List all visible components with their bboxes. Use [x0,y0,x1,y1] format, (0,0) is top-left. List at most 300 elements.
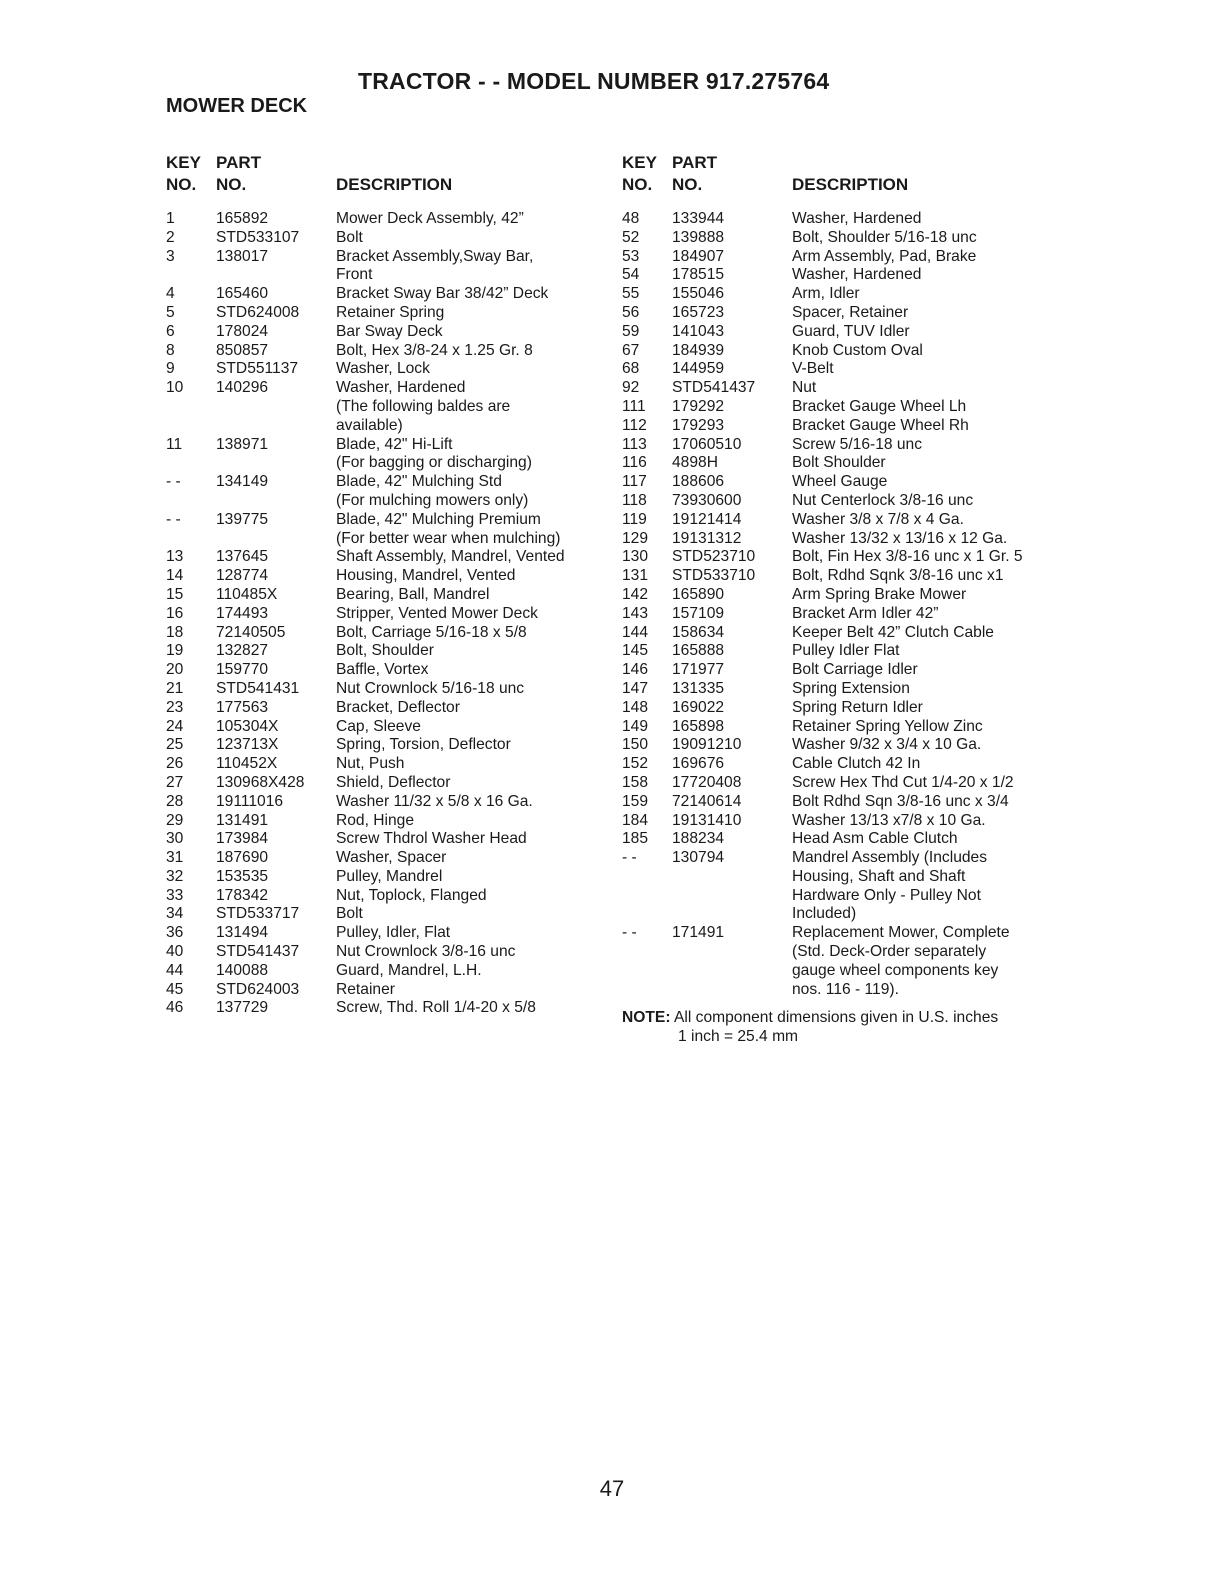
part-no: 73930600 [672,491,742,509]
section-title: MOWER DECK [166,95,308,117]
part-description: Retainer Spring [336,303,445,321]
key-no: 144 [622,623,649,641]
part-description: Cap, Sleeve [336,717,421,735]
key-no: 117 [622,473,647,491]
part-description: Wheel Gauge [792,473,888,491]
part-no: 130794 [672,849,725,867]
key-no: 67 [622,341,640,359]
parts-list-right [622,210,1062,999]
part-no: 188606 [672,473,725,491]
key-no: 11 [166,435,183,453]
part-description: Arm Spring Brake Mower [792,585,967,603]
table-header [622,152,1062,196]
part-no: 187690 [216,849,269,867]
key-no: 3 [166,247,175,265]
part-no: 137645 [216,548,269,566]
key-no: - - [166,473,181,491]
part-no: 184907 [672,247,725,265]
part-description: Nut Centerlock 3/8-16 unc [792,491,974,509]
key-no: 29 [166,811,184,829]
part-no: 165892 [216,210,269,227]
part-description: Bracket Gauge Wheel Rh [792,416,969,434]
table-row [166,548,606,567]
table-row [622,605,1062,624]
part-no: 19121414 [672,510,742,528]
part-no: 169022 [672,698,725,716]
header-key-line1: KEY [622,153,657,172]
part-no: 4898H [672,454,718,472]
header-description: DESCRIPTION [792,175,909,194]
key-no: 32 [166,867,184,885]
part-no: 179292 [672,397,725,415]
key-no: 34 [166,905,184,923]
part-no: STD551137 [216,360,299,378]
part-description: Head Asm Cable Clutch [792,830,958,848]
part-description: Guard, TUV Idler [792,322,910,340]
key-no: 54 [622,266,640,284]
key-no: 112 [622,416,647,434]
part-description: Screw 5/16-18 unc [792,435,923,453]
part-description: Washer 11/32 x 5/8 x 16 Ga. [336,792,533,810]
key-no: - - [622,924,637,942]
table-row [166,304,606,323]
part-no: 177563 [216,698,269,716]
table-row [166,379,606,435]
key-no: 130 [622,548,649,566]
key-no: 25 [166,736,184,754]
part-no: STD624008 [216,303,300,321]
part-no: 110485X [216,585,278,603]
key-no: 1 [166,210,175,227]
note [622,1009,1062,1047]
part-no: 178342 [216,886,269,904]
part-no: 139888 [672,228,725,246]
table-row [166,436,606,474]
part-no: 133944 [672,210,725,227]
key-no: 145 [622,642,649,660]
table-row [622,210,1062,229]
table-row [622,548,1062,567]
header-part-line2: NO. [672,175,703,194]
table-row [622,285,1062,304]
part-description: Pulley Idler Flat [792,642,900,660]
part-description: Shaft Assembly, Mandrel, Vented [336,548,565,566]
key-no: 147 [622,679,649,697]
table-row [622,830,1062,849]
table-row [622,642,1062,661]
table-row [622,417,1062,436]
part-description: Blade, 42" Mulching Std (For mulching mowers only) [336,473,529,509]
table-row [166,248,606,286]
part-description: Washer 3/8 x 7/8 x 4 Ga. [792,510,964,528]
table-row [166,661,606,680]
key-no: 26 [166,755,184,773]
part-no: 165888 [672,642,725,660]
note-label: NOTE: [622,1009,671,1027]
table-row [166,887,606,906]
table-row [622,774,1062,793]
part-no: 140296 [216,379,269,397]
table-row [622,699,1062,718]
part-description: Washer, Lock [336,360,430,378]
part-description: Replacement Mower, Complete (Std. Deck-Order separately gauge wheel components key nos. 116 - 119). [792,924,1010,998]
part-no: 184939 [672,341,725,359]
parts-table-left [166,152,606,1018]
table-row [622,304,1062,323]
part-description: Mower Deck Assembly, 42” [336,210,524,227]
key-no: 113 [622,435,647,453]
key-no: 56 [622,303,640,321]
table-row [166,285,606,304]
key-no: 146 [622,661,649,679]
table-row [166,736,606,755]
part-description: Spring Return Idler [792,698,923,716]
table-row [622,586,1062,605]
part-no: 165898 [672,717,725,735]
part-description: Keeper Belt 42” Clutch Cable [792,623,994,641]
part-description: Screw, Thd. Roll 1/4-20 x 5/8 [336,999,536,1017]
table-row [166,642,606,661]
key-no: 68 [622,360,640,378]
key-no: 59 [622,322,640,340]
table-row [622,849,1062,924]
part-description: Bracket Sway Bar 38/42” Deck [336,285,549,303]
key-no: 118 [622,491,647,509]
table-header [166,152,606,196]
part-description: Retainer Spring Yellow Zinc [792,717,983,735]
part-no: 173984 [216,830,269,848]
part-no: STD533710 [672,567,756,585]
table-row [166,210,606,229]
key-no: 46 [166,999,184,1017]
part-description: Knob Custom Oval [792,341,923,359]
part-description: Bolt, Hex 3/8-24 x 1.25 Gr. 8 [336,341,533,359]
part-description: Bolt, Shoulder [336,642,434,660]
part-description: Nut, Push [336,755,405,773]
table-row [622,661,1062,680]
table-row [166,755,606,774]
part-no: 165890 [672,585,725,603]
key-no: 119 [622,510,647,528]
part-no: 158634 [672,623,725,641]
table-row [622,624,1062,643]
table-row [166,718,606,737]
part-description: Cable Clutch 42 In [792,755,921,773]
key-no: 92 [622,379,640,397]
part-no: 179293 [672,416,725,434]
part-no: 131491 [216,811,269,829]
part-no: 105304X [216,717,279,735]
part-description: Pulley, Idler, Flat [336,924,451,942]
table-row [166,812,606,831]
table-row [622,436,1062,455]
part-no: 134149 [216,473,269,491]
part-description: Washer 9/32 x 3/4 x 10 Ga. [792,736,982,754]
key-no: 148 [622,698,649,716]
table-row [622,492,1062,511]
table-row [622,360,1062,379]
key-no: - - [622,849,637,867]
table-row [622,812,1062,831]
table-row [622,454,1062,473]
part-description: Spring, Torsion, Deflector [336,736,511,754]
part-no: 174493 [216,604,269,622]
part-description: Bolt Rdhd Sqn 3/8-16 unc x 3/4 [792,792,1009,810]
key-no: 30 [166,830,184,848]
part-description: Bolt Shoulder [792,454,886,472]
note-line2: 1 inch = 25.4 mm [678,1028,799,1046]
part-no: 131494 [216,924,269,942]
key-no: 36 [166,924,184,942]
part-description: V-Belt [792,360,834,378]
key-no: 6 [166,322,175,340]
key-no: 48 [622,210,640,227]
key-no: 31 [166,849,184,867]
part-no: 188234 [672,830,725,848]
part-description: Arm, Idler [792,285,860,303]
table-row [622,342,1062,361]
part-description: Washer, Spacer [336,849,447,867]
part-description: Blade, 42" Mulching Premium (For better wear when mulching) [336,510,561,547]
part-description: Arm Assembly, Pad, Brake [792,247,977,265]
part-no: 17060510 [672,435,742,453]
key-no: 111 [622,397,646,415]
page-number: 47 [599,1476,625,1501]
table-row [166,511,606,549]
table-row [622,379,1062,398]
part-description: Bolt [336,905,363,923]
parts-list-left [166,210,606,1018]
part-no: 19131312 [672,529,742,547]
key-no: - - [166,510,181,528]
note-line1: All component dimensions given in U.S. inches [674,1009,999,1027]
table-row [166,943,606,962]
part-no: STD541437 [216,943,300,961]
table-row [622,266,1062,285]
part-description: Housing, Mandrel, Vented [336,567,516,585]
key-no: 2 [166,228,175,246]
header-part-line1: PART [672,153,718,172]
table-row [622,755,1062,774]
key-no: 152 [622,755,649,773]
part-no: 132827 [216,642,269,660]
key-no: 149 [622,717,649,735]
key-no: 44 [166,961,184,979]
header-key-line2: NO. [166,175,197,194]
table-row [166,342,606,361]
part-description: Pulley, Mandrel [336,867,443,885]
key-no: 53 [622,247,640,265]
header-part-line1: PART [216,153,262,172]
part-description: Spacer, Retainer [792,303,909,321]
part-description: Bracket Arm Idler 42” [792,604,939,622]
key-no: 150 [622,736,649,754]
key-no: 129 [622,529,649,547]
part-no: 157109 [672,604,725,622]
table-row [622,736,1062,755]
key-no: 15 [166,585,184,603]
part-no: 130968X428 [216,773,305,791]
key-no: 20 [166,661,184,679]
part-description: Bolt, Shoulder 5/16-18 unc [792,228,977,246]
part-no: 138971 [216,435,269,453]
part-no: 138017 [216,247,269,265]
part-no: 131335 [672,679,725,697]
part-description: Retainer [336,980,395,998]
part-description: Bearing, Ball, Mandrel [336,585,490,603]
part-description: Bolt [336,228,363,246]
part-description: Stripper, Vented Mower Deck [336,604,538,622]
key-no: 10 [166,379,184,397]
table-row [622,511,1062,530]
key-no: 24 [166,717,184,735]
part-description: Baffle, Vortex [336,661,429,679]
table-row [622,793,1062,812]
part-description: Spring Extension [792,679,910,697]
part-description: Nut, Toplock, Flanged [336,886,487,904]
table-row [622,248,1062,267]
table-row [166,360,606,379]
key-no: 21 [166,679,184,697]
header-description: DESCRIPTION [336,175,453,194]
key-no: 52 [622,228,640,246]
key-no: 5 [166,303,175,321]
part-description: Guard, Mandrel, L.H. [336,961,482,979]
part-no: 72140505 [216,623,286,641]
part-no: 19131410 [672,811,742,829]
header-part-line2: NO. [216,175,247,194]
part-no: 171491 [672,924,725,942]
part-description: Mandrel Assembly (Includes Housing, Shaft and Shaft Hardware Only - Pulley Not Included) [792,849,988,923]
part-description: Bracket Gauge Wheel Lh [792,397,967,415]
part-no: 140088 [216,961,269,979]
table-row [622,680,1062,699]
key-no: 116 [622,454,647,472]
key-no: 158 [622,773,649,791]
key-no: 45 [166,980,184,998]
part-description: Nut Crownlock 5/16-18 unc [336,679,525,697]
table-row [622,924,1062,999]
part-no: STD533717 [216,905,300,923]
table-row [166,924,606,943]
header-key-line2: NO. [622,175,653,194]
table-row [166,999,606,1018]
table-row [166,586,606,605]
key-no: 9 [166,360,175,378]
table-row [166,699,606,718]
part-no: 159770 [216,661,269,679]
part-no: STD541431 [216,679,300,697]
table-row [166,624,606,643]
part-description: Bolt, Rdhd Sqnk 3/8-16 unc x1 [792,567,1004,585]
key-no: 159 [622,792,649,810]
key-no: 142 [622,585,649,603]
part-no: 17720408 [672,773,742,791]
part-no: 128774 [216,567,269,585]
part-description: Rod, Hinge [336,811,415,829]
table-row [166,680,606,699]
table-row [622,567,1062,586]
table-row [166,830,606,849]
part-no: 19111016 [216,792,284,810]
part-no: 137729 [216,999,269,1017]
key-no: 28 [166,792,184,810]
part-no: 850857 [216,341,269,359]
table-row [166,323,606,342]
part-description: Bolt Carriage Idler [792,661,918,679]
key-no: 184 [622,811,649,829]
key-no: 40 [166,943,184,961]
table-row [166,905,606,924]
part-no: 165723 [672,303,725,321]
page-title: TRACTOR - - MODEL NUMBER 917.275764 [358,68,830,94]
table-row [166,981,606,1000]
part-no: 165460 [216,285,269,303]
part-no: 169676 [672,755,725,773]
table-row [622,323,1062,342]
key-no: 18 [166,623,184,641]
table-row [166,473,606,511]
part-no: 155046 [672,285,725,303]
part-description: Nut Crownlock 3/8-16 unc [336,943,516,961]
part-description: Screw Thdrol Washer Head [336,830,527,848]
table-row [166,229,606,248]
part-no: 178515 [672,266,725,284]
key-no: 131 [622,567,649,585]
part-description: Nut [792,379,817,397]
key-no: 185 [622,830,649,848]
table-row [166,793,606,812]
part-no: 110452X [216,755,278,773]
part-description: Washer, Hardened [792,210,922,227]
header-key-line1: KEY [166,153,201,172]
key-no: 55 [622,285,640,303]
part-description: Washer 13/32 x 13/16 x 12 Ga. [792,529,1008,547]
part-description: Washer, Hardened (The following baldes are available) [336,379,511,434]
key-no: 16 [166,604,184,622]
part-description: Blade, 42" Hi-Lift (For bagging or discharging) [336,435,532,472]
part-description: Washer, Hardened [792,266,922,284]
key-no: 8 [166,341,175,359]
key-no: 14 [166,567,184,585]
part-description: Screw Hex Thd Cut 1/4-20 x 1/2 [792,773,1014,791]
key-no: 23 [166,698,184,716]
table-row [166,567,606,586]
part-description: Bolt, Fin Hex 3/8-16 unc x 1 Gr. 5 [792,548,1023,566]
part-no: 171977 [672,661,725,679]
part-description: Bar Sway Deck [336,322,443,340]
table-row [166,962,606,981]
part-no: 139775 [216,510,269,528]
table-row [166,605,606,624]
part-description: Shield, Deflector [336,773,451,791]
part-no: 178024 [216,322,269,340]
part-description: Bracket, Deflector [336,698,460,716]
part-no: 141043 [672,322,725,340]
part-no: STD533107 [216,228,300,246]
part-no: STD523710 [672,548,756,566]
part-no: 153535 [216,867,269,885]
part-no: 19091210 [672,736,742,754]
part-description: Bolt, Carriage 5/16-18 x 5/8 [336,623,527,641]
table-row [622,473,1062,492]
table-row [622,398,1062,417]
table-row [166,868,606,887]
part-no: 144959 [672,360,725,378]
part-description: Washer 13/13 x7/8 x 10 Ga. [792,811,986,829]
part-no: 72140614 [672,792,742,810]
table-row [622,229,1062,248]
